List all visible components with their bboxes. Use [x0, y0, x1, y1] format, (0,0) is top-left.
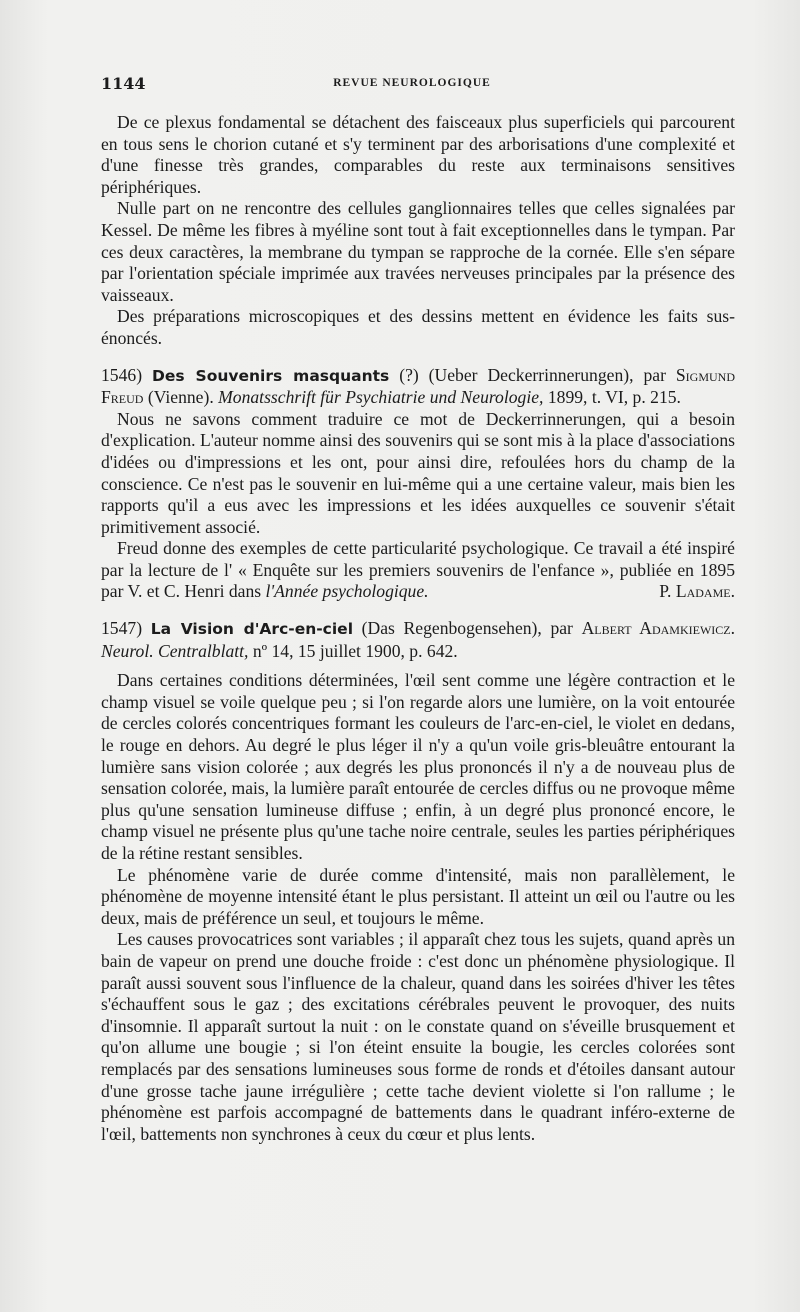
abstract-entry-1546 [101, 365, 735, 409]
entry-qualifier: (?) (Ueber Deckerrinnerungen), par [399, 364, 666, 385]
paragraph: Nous ne savons comment traduire ce mot de Deckerrinnerungen, qui a besoin d'explication. L'auteur nomme ainsi des souvenirs qui se sont mis à la place d'associations d'idées ou d'impressions et les ont, pour ainsi dire, refoulées hors du champ de la conscience. Ce n'est pas le souvenir en lui-même qui a une certaine valeur, mais bien les rapports qu'il a eus avec les impressions et les idées auxquelles ce souvenir s'était primitivement associé. [101, 408, 735, 537]
page-number: 1144 [101, 74, 146, 93]
body-text [101, 112, 735, 1145]
paragraph [101, 538, 735, 603]
paragraph: Dans certaines conditions déterminées, l'œil sent comme une légère contraction et le champ visuel se voile quelque peu ; si l'on regarde alors une lumière, on la voit entourée de cercles colorés concentriques formant les couleurs de l'arc-en-ciel, le violet en dedans, le rouge en dehors. Au degré le plus léger il n'y a qu'un voile gris-bleuâtre entourant la lumière sans vision colorée ; aux degrés les plus prononcés il n'y a de nouveau plus de sensation colorée, mais, la lumière paraît entourée de cercles diffus ou ne provoque même plus qu'une sensation lumineuse diffuse ; enfin, à un degré plus prononcé encore, le champ visuel ne présente plus qu'une tache noire centrale, seules les parties périphériques de la rétine restant sensibles. [101, 670, 735, 863]
entry-journal: Neurol. Centralblatt, [101, 640, 249, 661]
paragraph: De ce plexus fondamental se détachent des faisceaux plus superficiels qui parcourent en tous sens le chorion cutané et s'y terminent par des arborisations d'une complexité et d'une finesse très grandes, comparables du reste aux terminaisons sensitives périphériques. [101, 112, 735, 197]
paragraph: Des préparations microscopiques et des dessins mettent en évidence les faits sus-énoncés. [101, 306, 735, 348]
abstract-entry-1547 [101, 618, 735, 662]
running-title: REVUE NEUROLOGIQUE [333, 77, 491, 89]
entry-number: 1547) [101, 618, 143, 639]
entry-title: Des Souvenirs masquants [152, 366, 390, 385]
paragraph: Les causes provocatrices sont variables ; il apparaît chez tous les sujets, quand après un bain de vapeur on prend une douche froide : c'est donc un phénomène physiologique. Il paraît aussi souvent sous l'influence de la chaleur, quand dans les soirées d'hiver les têtes s'échauffent sous le gaz ; des excitations cérébrales peuvent le provoquer, des nuits d'insomnie. Il apparaît surtout la nuit : on le constate quand on s'éveille brusquement et qu'on allume une bougie ; si l'on éteint ensuite la bougie, les cercles colorées sont remplacés par des sensations lumineuses sous forme de ronds et d'étoiles dansant autour d'une grosse tache jaune irrégulière ; cette tache devient violette si l'on rallume ; le phénomène est parfois accompagné de battements dans le quadrant inféro-externe de l'œil, battements non synchrones à ceux du cœur et plus lents. [101, 929, 735, 1144]
entry-citation: nº 14, 15 juillet 1900, p. 642. [252, 640, 458, 661]
entry-title: La Vision d'Arc-en-ciel [150, 620, 354, 639]
cited-journal: l'Année psychologique. [265, 581, 429, 602]
entry-author-place: (Vienne). [147, 387, 214, 408]
paragraph: Nulle part on ne rencontre des cellules ganglionnaires telles que celles signalées par Kessel. De même les fibres à myéline sont tout à fait exceptionnelles dans le tympan. Par ces deux caractères, la membrane du tympan se rapproche de la cornée. Elle s'en sépare par l'orientation spéciale imprimée aux travées nerveuses principales par la présence des vaisseaux. [101, 198, 735, 305]
entry-citation: 1899, t. VI, p. 215. [547, 387, 681, 408]
entry-author: Albert Adamkiewicz. [581, 618, 735, 639]
entry-author: Sigmund Freud [101, 364, 736, 408]
entry-number: 1546) [101, 364, 143, 385]
paragraph: Le phénomène varie de durée comme d'intensité, mais non parallèlement, le phénomène de moyenne intensité étant le plus persistant. Il atteint un œil ou l'autre ou les deux, mais de préférence un seul, et toujours le même. [101, 864, 735, 928]
signature: P. Ladame. [659, 581, 735, 602]
entry-qualifier: (Das Regenbogensehen), par [361, 618, 573, 639]
entry-journal: Monatsschrift für Psychiatrie und Neurologie, [218, 387, 544, 408]
page-header [101, 74, 723, 98]
paragraph-text: Freud donne des exemples de cette particularité psychologique. Ce travail a été inspiré par la lecture de l' « Enquête sur les premiers souvenirs de l'enfance », publiée en 1895 par V. et C. Henri dans [101, 538, 735, 602]
